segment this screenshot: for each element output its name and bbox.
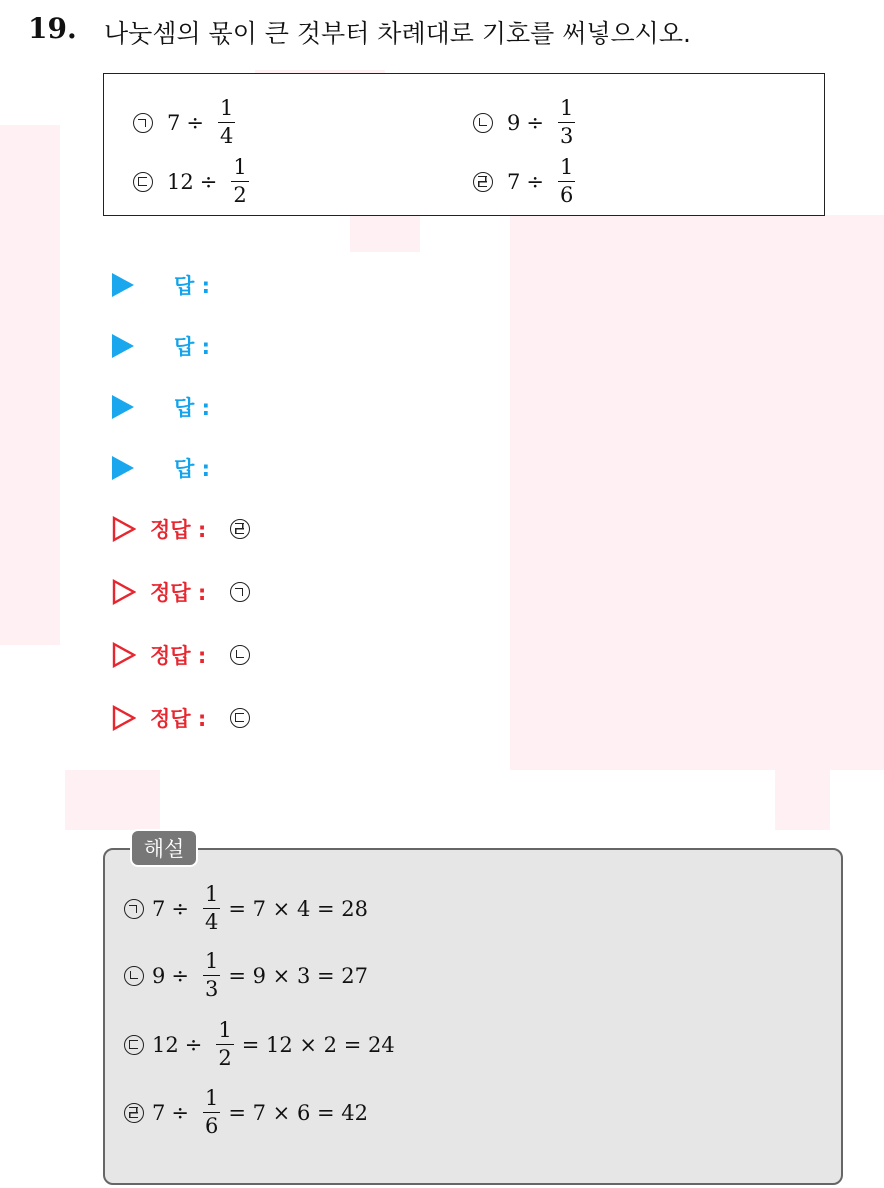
choice-item-digeut [133,157,249,206]
choice-item-nieun [473,98,575,147]
answer-blank-row[interactable] [112,331,210,361]
choice-fraction [218,98,235,147]
giyeok-circle-icon [133,113,153,133]
expl-result: = 7 × 6 = 42 [228,1100,368,1125]
correct-answer-row [112,577,264,607]
play-triangle-icon [112,456,134,480]
divide-sign: ÷ [171,896,189,921]
correct-answer-label: 정답 : [150,581,207,605]
outline-triangle-icon [112,642,136,668]
divide-sign: ÷ [184,1032,203,1057]
fraction-numerator: 1 [559,96,574,120]
expl-fraction [203,884,220,933]
divide-sign: ÷ [171,1100,189,1125]
divide-sign: ÷ [526,169,544,194]
digeut-circle-icon [133,172,153,192]
answer-blank-row[interactable] [112,453,210,483]
expl-dividend: 7 [152,1100,166,1125]
rieul-circle-icon [473,172,493,192]
choice-item-rieul [473,157,575,206]
answer-label: 답 : [174,335,210,359]
outline-triangle-icon [112,516,136,542]
expl-result: = 12 × 2 = 24 [241,1032,395,1057]
expl-result: = 7 × 4 = 28 [228,896,368,921]
choice-item-giyeok [133,98,235,147]
nieun-circle-icon [124,966,144,986]
digeut-circle-icon [124,1035,144,1055]
choice-dividend: 9 [507,110,521,135]
fraction-denominator: 3 [204,977,219,1001]
answer-blank-row[interactable] [112,270,210,300]
correct-answer-row [112,514,264,544]
fraction-denominator: 3 [559,124,574,148]
question-number: 19. [28,12,77,45]
answer-label: 답 : [174,274,210,298]
correct-answer-row [112,640,264,670]
fraction-numerator: 1 [204,1086,219,1110]
fraction-denominator: 6 [559,183,574,207]
play-triangle-icon [112,273,134,297]
divide-sign: ÷ [186,110,204,135]
rieul-circle-icon [230,519,250,539]
answer-label: 답 : [174,457,210,481]
choice-fraction [231,157,248,206]
expl-fraction [216,1020,233,1069]
nieun-circle-icon [230,645,250,665]
outline-triangle-icon [112,705,136,731]
expl-fraction [203,1088,220,1137]
expl-fraction [203,951,220,1000]
outline-triangle-icon [112,579,136,605]
explanation-line [124,1088,368,1137]
divide-sign: ÷ [199,169,218,194]
correct-answer-row [112,703,264,733]
fraction-denominator: 4 [219,124,234,148]
nieun-circle-icon [473,113,493,133]
expl-dividend: 9 [152,963,166,988]
expl-dividend: 7 [152,896,166,921]
divide-sign: ÷ [171,963,189,988]
explanation-line [124,951,368,1000]
play-triangle-icon [112,334,134,358]
expl-dividend: 12 [152,1032,179,1057]
question-text: 나눗셈의 몫이 큰 것부터 차례대로 기호를 써넣으시오. [104,19,691,48]
fraction-numerator: 1 [559,155,574,179]
play-triangle-icon [112,395,134,419]
choice-fraction [558,98,575,147]
divide-sign: ÷ [526,110,544,135]
explanation-line [124,884,368,933]
fraction-denominator: 2 [218,1046,232,1070]
correct-answer-label: 정답 : [150,518,207,542]
correct-answer-label: 정답 : [150,644,207,668]
giyeok-circle-icon [230,582,250,602]
expl-result: = 9 × 3 = 27 [228,963,368,988]
digeut-circle-icon [230,708,250,728]
fraction-denominator: 6 [204,1114,219,1138]
correct-answer-label: 정답 : [150,707,207,731]
rieul-circle-icon [124,1103,144,1123]
fraction-denominator: 4 [204,910,219,934]
explanation-line [124,1020,395,1069]
fraction-numerator: 1 [218,1018,232,1042]
choice-dividend: 7 [167,110,181,135]
fraction-denominator: 2 [233,183,247,207]
choice-dividend: 12 [167,169,194,194]
fraction-numerator: 1 [233,155,247,179]
answer-blank-row[interactable] [112,392,210,422]
giyeok-circle-icon [124,899,144,919]
choice-dividend: 7 [507,169,521,194]
fraction-numerator: 1 [204,882,219,906]
fraction-numerator: 1 [204,949,219,973]
explanation-title: 해설 [130,829,198,867]
choice-fraction [558,157,575,206]
answer-label: 답 : [174,396,210,420]
fraction-numerator: 1 [219,96,234,120]
